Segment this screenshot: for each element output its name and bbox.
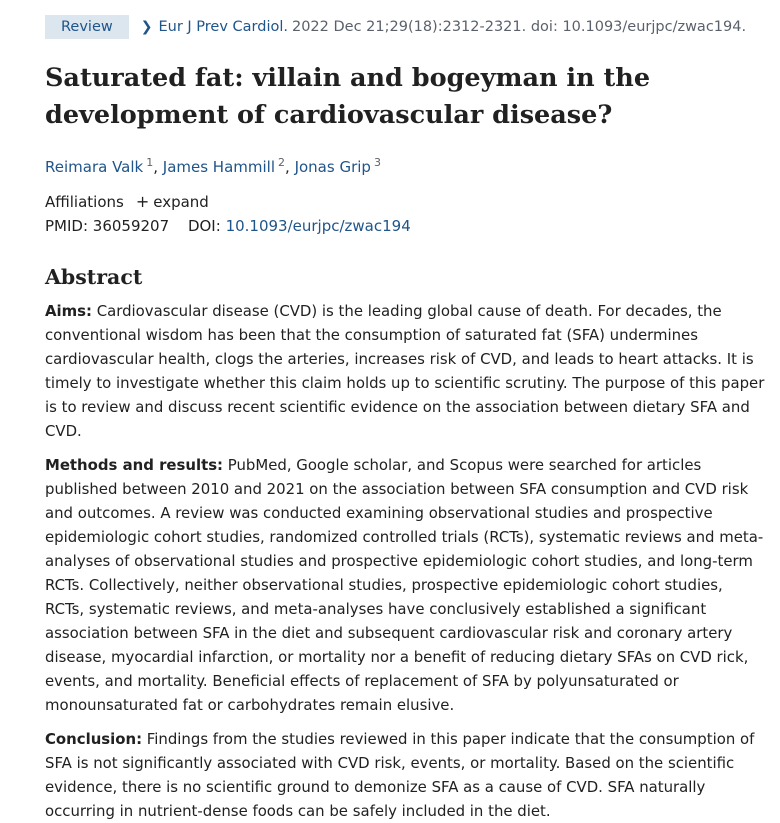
- author-link[interactable]: Jonas Grip: [294, 158, 371, 176]
- article-page: [0, 14, 780, 823]
- pmid-value: 36059207: [92, 217, 170, 235]
- section-text: Findings from the studies reviewed in this paper indicate that the consumption of SFA is not significantly associated with CVD risk, events, or mortality. Based on the scientific evidence, there is no scientific ground to demonize SFA as a cause of CVD. SFA naturally occurring in nutrient-dense foods can be safely included in the diet.: [45, 730, 755, 820]
- abstract-methods: [45, 453, 766, 717]
- author-link[interactable]: James Hammill: [162, 158, 276, 176]
- doi-label: DOI:: [187, 217, 221, 235]
- affiliations-label: Affiliations: [45, 192, 124, 211]
- section-text: Cardiovascular disease (CVD) is the leading global cause of death. For decades, the conventional wisdom has been that the consumption of saturated fat (SFA) undermines cardiovascular health, clogs the arteries, increases risk of CVD, and leads to heart attacks. It is timely to investigate whether this claim holds up to scientific scrutiny. The purpose of this paper is to review and discuss recent scientific evidence on the association between dietary SFA and CVD.: [45, 302, 765, 440]
- author-affiliation-number[interactable]: 2: [278, 156, 286, 169]
- abstract-aims: [45, 299, 766, 443]
- review-badge: Review: [45, 15, 129, 39]
- chevron-right-icon[interactable]: ❯: [140, 19, 153, 35]
- article-title: Saturated fat: villain and bogeyman in the development of cardiovascular disease?: [45, 63, 651, 130]
- identifiers: [45, 217, 766, 235]
- plus-icon[interactable]: +: [135, 192, 150, 211]
- section-text: PubMed, Google scholar, and Scopus were searched for articles published between 2010 and 2021 on the association between SFA consumption and CVD risk and outcomes. A review was conducted examining observational studies and prospective epidemiologic cohort studies, randomized controlled trials (RCTs), systematic reviews and meta-analyses of observational studies and prospective epidemiologic cohort studies, and long-term RCTs. Collectively, neither observational studies, prospective epidemiologic cohort studies, RCTs, systematic reviews, and meta-analyses have conclusively established a significant association between SFA in the diet and subsequent cardiovascular risk and coronary artery disease, myocardial infarction, or mortality nor a benefit of reducing dietary SFAs on CVD rick, events, and mortality. Beneficial effects of replacement of SFA by polyunsaturated or monounsaturated fat or carbohydrates remain elusive.: [45, 456, 764, 714]
- section-label: Methods and results:: [45, 456, 224, 474]
- section-label: Conclusion:: [45, 730, 143, 748]
- doi-link[interactable]: 10.1093/eurjpc/zwac194: [225, 217, 411, 235]
- author-affiliation-number[interactable]: 1: [146, 156, 154, 169]
- citation-text: 2022 Dec 21;29(18):2312-2321. doi: 10.1093/eurjpc/zwac194.: [291, 19, 747, 35]
- abstract-conclusion: [45, 727, 766, 823]
- author-affiliation-number[interactable]: 3: [373, 156, 381, 169]
- journal-link[interactable]: Eur J Prev Cardiol.: [158, 19, 288, 35]
- author-list: Reimara Valk $^1$, James Hammill $^2$, Jonas Grip $^3$: [45, 156, 381, 176]
- affiliations-row: [45, 192, 766, 211]
- pmid-label: PMID:: [45, 217, 89, 235]
- abstract-heading: Abstract: [45, 265, 143, 289]
- section-label: Aims:: [45, 302, 92, 320]
- author-link[interactable]: Reimara Valk: [45, 158, 144, 176]
- expand-button[interactable]: expand: [153, 192, 209, 211]
- citation-line: [45, 14, 766, 40]
